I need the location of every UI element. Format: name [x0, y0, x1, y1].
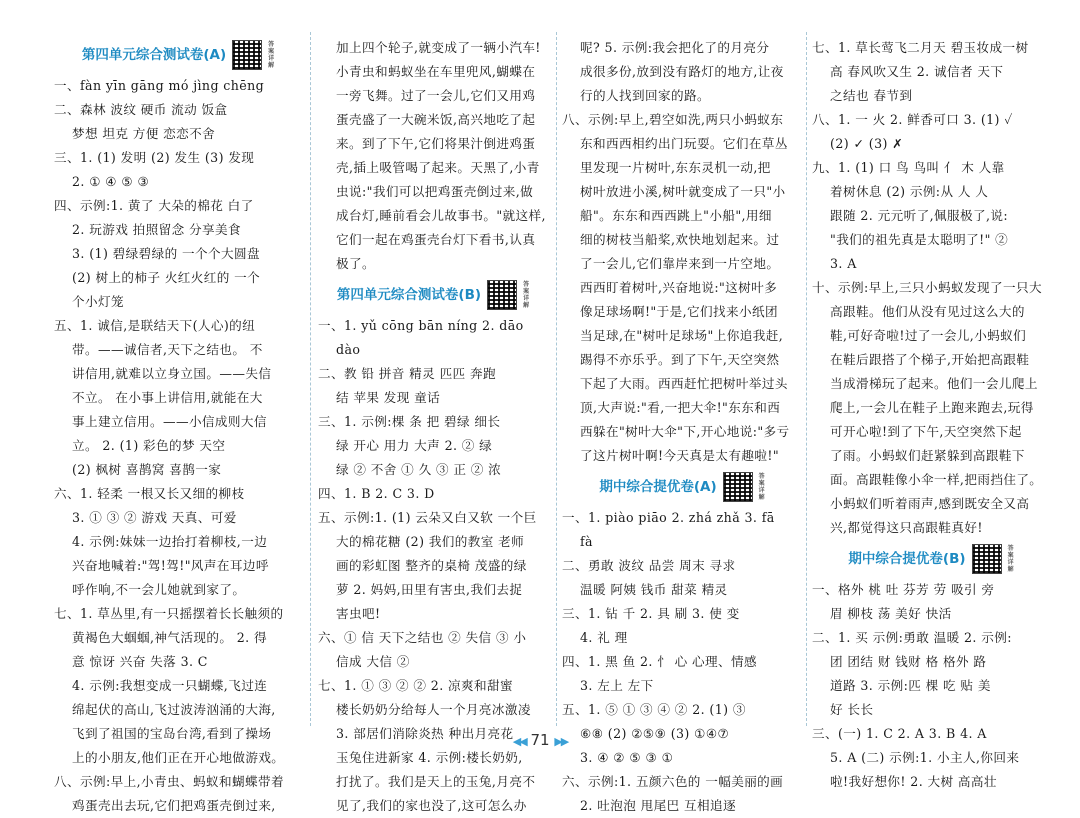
answer-line: 绵起伏的高山,飞过波涛汹涌的大海,: [72, 702, 276, 717]
answer-line: 萝 2. 妈妈,田里有害虫,我们去捉: [336, 582, 523, 597]
answer-line: 一、格外 桃 吐 芬芳 劳 吸引 旁: [812, 582, 995, 597]
left-arrows-icon: ◀◀: [512, 735, 526, 748]
answer-line: 六、① 信 天下之结也 ② 失信 ③ 小: [318, 630, 527, 645]
answer-line: 成台灯,睡前看会儿故事书。"就这样,: [336, 208, 546, 223]
answer-lines: [562, 36, 804, 468]
answer-line: 了雨。小蚂蚁们赶紧躲到高跟鞋下: [830, 448, 1025, 463]
answer-line: 3. ① ③ ② 游戏 天真、可爱: [72, 510, 237, 525]
answer-line: 啦!我好想你! 2. 大树 高高壮: [830, 774, 997, 789]
answer-line: 画的彩虹图 整齐的桌椅 茂盛的绿: [336, 558, 527, 573]
answer-line: 跟随 2. 元元听了,佩服极了,说:: [830, 208, 1009, 223]
answer-line: 五、1. 诚信,是联结天下(人心)的纽: [54, 318, 256, 333]
answer-line: 不立。 在小事上讲信用,就能在大: [72, 390, 263, 405]
column-divider: [556, 32, 557, 726]
answer-line: 3. ④ ② ⑤ ③ ①: [580, 750, 674, 765]
answer-line: 在鞋后跟搭了个梯子,开始把高跟鞋: [830, 352, 1030, 367]
answer-line: 2. 玩游戏 拍照留念 分享美食: [72, 222, 241, 237]
section-heading-mid-b: 期中综合提优卷(B) 答案详解: [848, 545, 1014, 573]
answer-line: 四、1. 黑 鱼 2. 忄 心 心理、情感: [562, 654, 757, 669]
answer-line: 高跟鞋。他们从没有见过这么大的: [830, 304, 1025, 319]
answer-line: 七、1. 草丛里,有一只摇摆着长长触须的: [54, 606, 284, 621]
answer-line: 里发现一片树叶,东东灵机一动,把: [580, 160, 771, 175]
answer-line: 船"。东东和西西跳上"小船",用细: [580, 208, 772, 223]
answer-line: 四、示例:1. 黄了 大朵的棉花 白了: [54, 198, 254, 213]
answer-line: 绿 ② 不舍 ① 久 ③ 正 ② 浓: [336, 462, 502, 477]
answer-line: 像足球场啊!"于是,它们找来小纸团: [580, 304, 778, 319]
answer-line: 行的人找到回家的路。: [580, 88, 710, 103]
answer-line: 爬上,一会儿在鞋子上跑来跑去,玩得: [830, 400, 1034, 415]
answer-line: 5. A (二) 示例:1. 小主人,你回来: [830, 750, 1020, 765]
answer-line: 好 长长: [830, 702, 874, 717]
answer-line: 3. 部居们消除炎热 种出月亮花: [336, 726, 514, 741]
answer-line: 极了。: [336, 256, 375, 271]
column-divider: [806, 32, 807, 726]
answer-line: 4. 示例:妹妹一边抬打着柳枝,一边: [72, 534, 268, 549]
answer-line: 三、1. (1) 发明 (2) 发生 (3) 发现: [54, 150, 255, 165]
answer-line: 呼作响,不一会儿她就到家了。: [72, 582, 246, 597]
answer-line: 3. A: [830, 256, 857, 271]
answer-line: 八、1. 一 火 2. 鲜香可口 3. (1) ✓: [812, 112, 1013, 127]
answer-line: 4. 示例:我想变成一只蝴蝶,飞过连: [72, 678, 268, 693]
answer-line: 十、示例:早上,三只小蚂蚁发现了一只大: [812, 280, 1042, 295]
answer-line: 兴奋地喊着:"驾!驾!"风声在耳边呼: [72, 558, 269, 573]
answer-line: 高 春风吹又生 2. 诚信者 天下: [830, 64, 1004, 79]
answer-line: (2) 树上的柿子 火红火红的 一个: [72, 270, 261, 285]
answer-line: 立。 2. (1) 彩色的梦 天空: [72, 438, 226, 453]
answer-line: 成很多份,放到没有路灯的地方,让夜: [580, 64, 784, 79]
answer-line: 六、示例:1. 五颜六色的 一幅美丽的画: [562, 774, 784, 789]
answer-line: 树叶放进小溪,树叶就变成了一只"小: [580, 184, 786, 199]
answer-line: 东和西西相约出门玩耍。它们在草丛: [580, 136, 788, 151]
qr-code-icon: [972, 544, 1002, 574]
answer-line: 呢? 5. 示例:我会把化了的月亮分: [580, 40, 770, 55]
answer-line: 之结也 春节到: [830, 88, 913, 103]
answer-line: 团 团结 财 钱财 格 格外 路: [830, 654, 987, 669]
answer-line: 着树休息 (2) 示例:从 人 人: [830, 184, 989, 199]
answer-lines: [562, 506, 804, 818]
answer-line: 事上建立信用。——小信成则大信: [72, 414, 267, 429]
answer-line: 3. 左上 左下: [580, 678, 654, 693]
answer-line: 八、示例:早上,小青虫、蚂蚁和蝴蝶带着: [54, 774, 284, 789]
answer-line: 2. ① ④ ⑤ ③: [72, 174, 150, 189]
answer-line: 细的树枝当船桨,欢快地划起来。过: [580, 232, 780, 247]
answer-line: 打扰了。我们是天上的玉兔,月亮不: [336, 774, 536, 789]
answer-line: 梦想 坦克 方便 恋恋不舍: [72, 126, 216, 141]
answer-line: 了这片树叶啊!今天真是太有趣啦!": [580, 448, 780, 463]
answer-line: 一旁飞舞。过了一会儿,它们又用鸡: [336, 88, 536, 103]
answer-line: 三、1. 示例:棵 条 把 碧绿 细长: [318, 414, 501, 429]
answer-line: 五、1. ⑤ ① ③ ④ ② 2. (1) ③: [562, 702, 746, 717]
page-footer: [0, 731, 1080, 749]
answer-line: 当足球,在"树叶足球场"上你追我赶,: [580, 328, 784, 343]
answer-line: 四、1. B 2. C 3. D: [318, 486, 435, 501]
answer-line: 讲信用,就难以立身立国。——失信: [72, 366, 272, 381]
qr-tag: 答案详解: [758, 473, 765, 501]
answer-line: 面。高跟鞋像小伞一样,把雨挡住了。: [830, 472, 1043, 487]
answer-line: 九、1. (1) 口 鸟 鸟叫 亻 木 人靠: [812, 160, 1005, 175]
column-divider: [310, 32, 311, 726]
answer-line: 七、1. ① ③ ② ② 2. 凉爽和甜蜜: [318, 678, 513, 693]
answer-line: 小青虫和蚂蚁坐在车里兜风,蝴蝶在: [336, 64, 536, 79]
column-4: [812, 36, 1052, 789]
section-heading-unit4-a: 第四单元综合测试卷(A) 答案详解: [81, 41, 275, 69]
answer-line: 七、1. 草长莺飞二月天 碧玉妆成一树: [812, 40, 1029, 55]
answer-line: 信成 大信 ②: [336, 654, 410, 669]
answer-line: 蛋壳盛了一大碗米饭,高兴地吃了起: [336, 112, 536, 127]
answer-lines: [812, 36, 1052, 540]
answer-line: 六、1. 轻柔 一根又长又细的柳枝: [54, 486, 245, 501]
qr-code-icon: [232, 40, 262, 70]
answer-line: 二、教 铅 拼音 精灵 匹匹 奔跑: [318, 366, 496, 381]
qr-tag: 答案详解: [1007, 545, 1014, 573]
answer-line: 大的棉花糖 (2) 我们的教室 老师: [336, 534, 525, 549]
answer-line: 玉兔住进新家 4. 示例:楼长奶奶,: [336, 750, 523, 765]
answer-line: 当成滑梯玩了起来。他们一会儿爬上: [830, 376, 1038, 391]
answer-line: 楼长奶奶分给每人一个月亮冰激凌: [336, 702, 531, 717]
answer-line: 二、1. 买 示例:勇敢 温暖 2. 示例:: [812, 630, 1012, 645]
answer-line: 2. 吐泡泡 甩尾巴 互相追逐: [580, 798, 736, 813]
answer-line: 可开心啦!到了下午,天空突然下起: [830, 424, 1022, 439]
answer-line: 黄褐色大蝈蝈,神气活现的。 2. 得: [72, 630, 267, 645]
column-1: [54, 36, 304, 813]
column-3: [562, 36, 804, 813]
answer-line: 三、1. 钻 千 2. 具 刷 3. 使 变: [562, 606, 740, 621]
answer-lines: [812, 578, 1052, 794]
answer-lines: [318, 36, 550, 276]
answer-line: 一、1. piào piāo 2. zhá zhǎ 3. fā: [562, 510, 775, 525]
qr-code-icon: [487, 280, 517, 310]
answer-line: 一、fàn yīn gāng mó jìng chēng: [54, 78, 265, 93]
answer-line: 4. 礼 理: [580, 630, 628, 645]
answer-line: fà: [580, 534, 593, 549]
section-heading-mid-a: 期中综合提优卷(A) 答案详解: [599, 473, 765, 501]
answer-line: 下起了大雨。西西赶忙把树叶举过头: [580, 376, 788, 391]
answer-line: 上的小朋友,他们正在开心地做游戏。: [72, 750, 285, 765]
answer-line: 鸡蛋壳出去玩,它们把鸡蛋壳倒过来,: [72, 798, 276, 813]
answer-line: "我们的祖先真是太聪明了!" ②: [830, 232, 1009, 247]
answer-line: 一、1. yǔ cōng bān níng 2. dāo: [318, 318, 524, 333]
answer-line: 道路 3. 示例:匹 棵 吃 贴 美: [830, 678, 991, 693]
answer-line: 踢得不亦乐乎。到了下午,天空突然: [580, 352, 780, 367]
answer-line: 顶,大声说:"看,一把大伞!"东东和西: [580, 400, 781, 415]
answer-line: 温暖 阿姨 钱币 甜菜 精灵: [580, 582, 728, 597]
answer-line: 三、(一) 1. C 2. A 3. B 4. A: [812, 726, 987, 741]
answer-line: 二、森林 波纹 硬币 流动 饭盒: [54, 102, 228, 117]
qr-tag: 答案详解: [268, 41, 275, 69]
right-arrows-icon: ▶▶: [554, 735, 568, 748]
page-number: 71: [530, 731, 550, 749]
answer-line: 二、勇敢 波纹 品尝 周末 寻求: [562, 558, 736, 573]
answer-line: 绿 开心 用力 大声 2. ② 绿: [336, 438, 493, 453]
answer-line: 来。到了下午,它们将果汁倒进鸡蛋: [336, 136, 536, 151]
answer-line: dào: [336, 342, 361, 357]
answer-line: (2) ✓ (3) ✗: [830, 136, 904, 151]
answer-line: 结 苹果 发现 童话: [336, 390, 441, 405]
answer-line: 个小灯笼: [72, 294, 124, 309]
answer-line: 了一会儿,它们靠岸来到一片空地。: [580, 256, 780, 271]
qr-code-icon: [723, 472, 753, 502]
answer-line: 带。——诚信者,天下之结也。 不: [72, 342, 263, 357]
qr-tag: 答案详解: [523, 281, 530, 309]
answer-line: 八、示例:早上,碧空如洗,两只小蚂蚁东: [562, 112, 784, 127]
answer-line: (2) 枫树 喜鹊窝 喜鹊一家: [72, 462, 222, 477]
answer-line: ⑥⑧ (2) ②⑤⑨ (3) ①④⑦: [580, 726, 730, 741]
answer-line: 眉 柳枝 荡 美好 快活: [830, 606, 952, 621]
answer-line: 见了,我们的家也没了,这可怎么办: [336, 798, 527, 813]
answer-line: 壳,插上吸管喝了起来。天黑了,小青: [336, 160, 540, 175]
answer-line: 虫说:"我们可以把鸡蛋壳倒过来,做: [336, 184, 534, 199]
answer-line: 五、示例:1. (1) 云朵又白又软 一个巨: [318, 510, 537, 525]
answer-lines: [54, 74, 304, 818]
answer-line: 3. (1) 碧绿碧绿的 一个个大圆盘: [72, 246, 260, 261]
answer-line: 西西盯着树叶,兴奋地说:"这树叶多: [580, 280, 778, 295]
answer-line: 飞到了祖国的宝岛台湾,看到了操场: [72, 726, 272, 741]
answer-line: 加上四个轮子,就变成了一辆小汽车!: [336, 40, 541, 55]
section-heading-unit4-b: 第四单元综合测试卷(B) 答案详解: [336, 281, 530, 309]
answer-line: 西躲在"树叶大伞"下,开心地说:"多亏: [580, 424, 790, 439]
answer-line: 害虫吧!: [336, 606, 381, 621]
answer-line: 兴,都觉得这只高跟鞋真好!: [830, 520, 983, 535]
answer-line: 它们一起在鸡蛋壳台灯下看书,认真: [336, 232, 536, 247]
answer-line: 意 惊讶 兴奋 失落 3. C: [72, 654, 208, 669]
answer-line: 小蚂蚁们听着雨声,感到既安全又高: [830, 496, 1030, 511]
answer-line: 鞋,可好奇啦!过了一会儿,小蚂蚁们: [830, 328, 1027, 343]
